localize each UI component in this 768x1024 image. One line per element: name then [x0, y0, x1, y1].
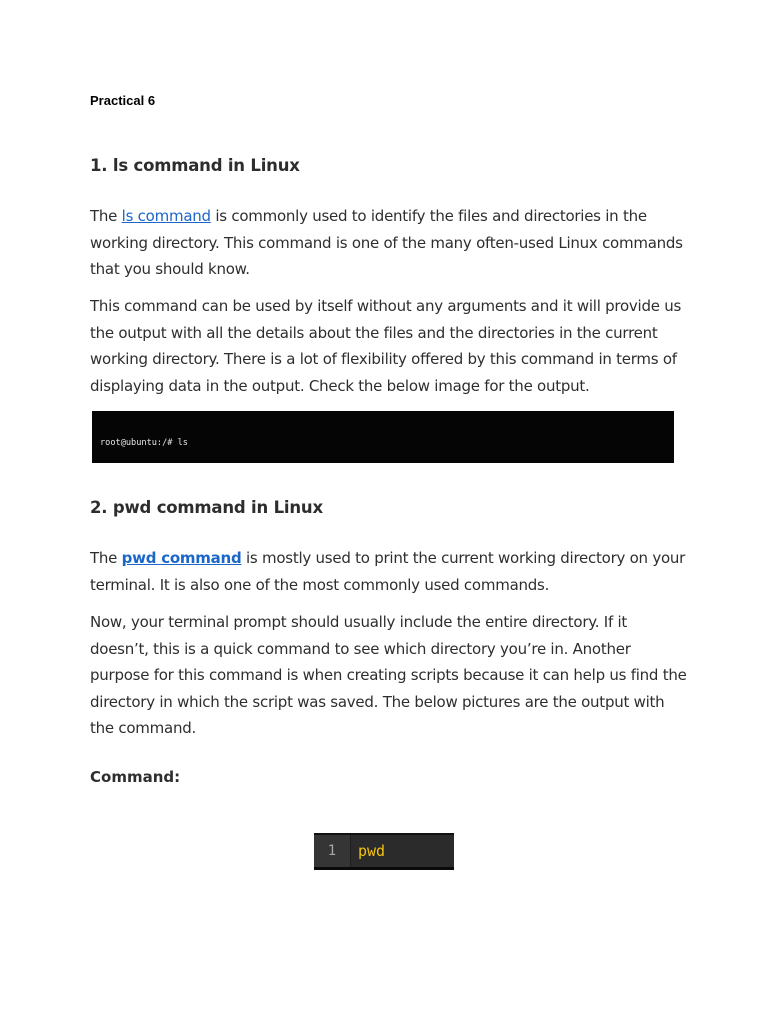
section-2-paragraph-1	[90, 545, 688, 598]
ls-output-terminal-image	[92, 411, 674, 463]
section-1-p1-after: is commonly used to identify the files and directories in the working directory. This command is one of the many often-used Linux commands that you should know.	[90, 207, 683, 278]
terminal-line: root@ubuntu:/# ls	[100, 438, 188, 448]
section-2-heading: 2. pwd command in Linux	[90, 498, 323, 517]
section-2-p1-after: is mostly used to print the current working directory on your terminal. It is also one of the most commonly used commands.	[90, 549, 686, 594]
code-line-number: 1	[314, 835, 351, 867]
practical-title: Practical 6	[90, 93, 156, 108]
pwd-code-snippet-image	[314, 833, 454, 870]
section-1-paragraph-2: This command can be used by itself without any arguments and it will provide us the output with all the details about the files and the directories in the current working directory. There is a lot of flexibility offered by this command in terms of displaying data in the output. Check the below image for the output.	[90, 297, 682, 395]
pwd-command-link[interactable]: pwd command	[121, 549, 242, 567]
section-2-paragraph-2: Now, your terminal prompt should usually include the entire directory. If it doesn’t, this is a quick command to see which directory you’re in. Another purpose for this command is when creating scripts because it can help us find the directory in which the script was saved. The below pictures are the output with the command.	[90, 613, 687, 737]
ls-command-link[interactable]: ls command	[121, 207, 211, 225]
section-1-p1-before: The	[90, 207, 122, 225]
section-1-heading: 1. ls command in Linux	[90, 156, 300, 175]
command-label: Command:	[90, 768, 181, 786]
code-text: pwd	[358, 842, 386, 860]
section-1-paragraph-1	[90, 203, 688, 283]
section-2-p1-before: The	[90, 549, 122, 567]
